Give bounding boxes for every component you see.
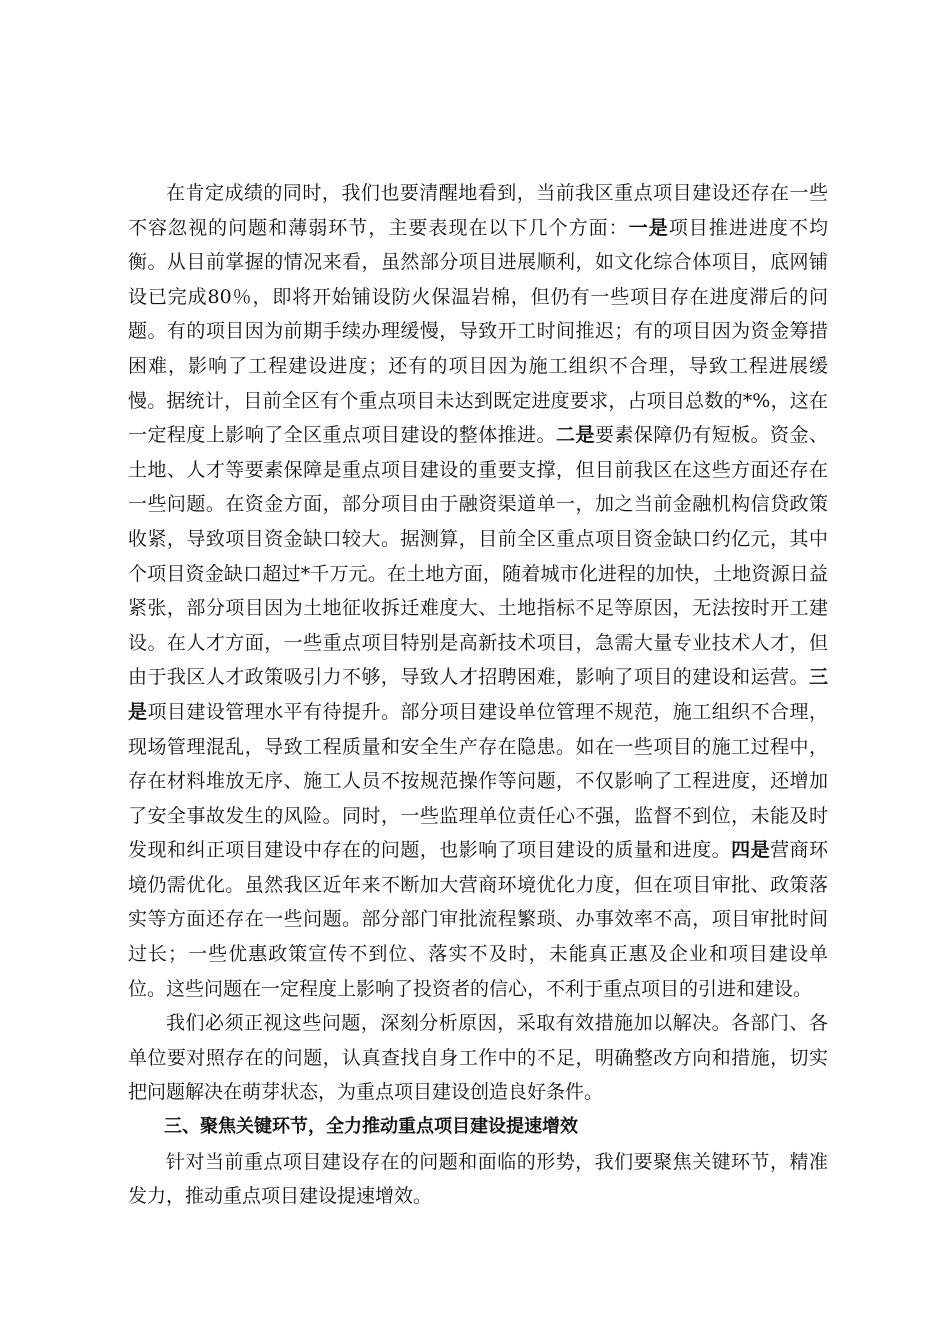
bold-lead-three: 三是 [128, 666, 828, 723]
body-paragraph-2 [128, 1006, 828, 1110]
paragraph-text: 项目建设管理水平有待提升。部分项目建设单位管理不规范，施工组织不合理，现场管理混乱，导致工程质量和安全生产存在隐患。如在一些项目的施工过程中，存在材料堆放无序、施工人员不按规范操作等问题，不仅影响了工程进度，还增加了安全事故发生的风险。同时，一些监理单位责任心不强，监督不到位，未能及时发现和纠正项目建设中存在的问题，也影响了项目建设的质量和进度。 [128, 700, 828, 862]
document-page [128, 176, 828, 1214]
body-paragraph-1 [128, 176, 828, 1006]
paragraph-text: 我们必须正视这些问题，深刻分析原因，采取有效措施加以解决。各部门、各单位要对照存在的问题，认真查找自身工作中的不足，明确整改方向和措施，切实把问题解决在萌芽状态，为重点项目建设创造良好条件。 [128, 1012, 828, 1104]
bold-lead-one: 一是 [628, 216, 669, 239]
bold-lead-four: 四是 [731, 839, 771, 862]
paragraph-text: 营商环境仍需优化。虽然我区近年来不断加大营商环境优化力度，但在项目审批、政策落实等方面还存在一些问题。部分部门审批流程繁琐、办事效率不高，项目审批时间过长；一些优惠政策宣传不到位、落实不及时，未能真正惠及企业和项目建设单位。这些问题在一定程度上影响了投资者的信心，不利于重点项目的引进和建设。 [128, 839, 828, 1000]
paragraph-text: 在肯定成绩的同时，我们也要清醒地看到，当前我区重点项目建设还存在一些不容忽视的问题和薄弱环节，主要表现在以下几个方面： [128, 182, 828, 239]
bold-lead-two: 二是 [556, 424, 595, 447]
section-heading: 三、聚焦关键环节，全力推动重点项目建设提速增效 [164, 1116, 578, 1138]
paragraph-text: 项目推进进度不均衡。从目前掌握的情况来看，虽然部分项目进展顺利，如文化综合体项目，底网铺设已完成80％，即将开始铺设防火保温岩棉，但仍有一些项目存在进度滞后的问题。有的项目因为前期手续办理缓慢，导致开工时间推迟；有的项目因为资金筹措困难，影响了工程建设进度；还有的项目因为施工组织不合理，导致工程进展缓慢。据统计，目前全区有个重点项目未达到既定进度要求，占项目总数的*%，这在一定程度上影响了全区重点项目建设的整体推进。 [128, 216, 828, 447]
body-paragraph-3: 针对当前重点项目建设存在的问题和面临的形势，我们要聚焦关键环节，精准发力，推动重点项目建设提速增效。 [128, 1150, 828, 1208]
paragraph-text: 要素保障仍有短板。资金、土地、人才等要素保障是重点项目建设的重要支撑，但目前我区在这些方面还存在一些问题。在资金方面，部分项目由于融资渠道单一，加之当前金融机构信贷政策收紧，导致项目资金缺口较大。据测算，目前全区重点项目资金缺口约亿元，其中个项目资金缺口超过*千万元。在土地方面，随着城市化进程的加快，土地资源日益紧张，部分项目因为土地征收拆迁难度大、土地指标不足等原因，无法按时开工建设。在人才方面，一些重点项目特别是高新技术项目，急需大量专业技术人才，但由于我区人才政策吸引力不够，导致人才招聘困难，影响了项目的建设和运营。 [128, 424, 828, 689]
